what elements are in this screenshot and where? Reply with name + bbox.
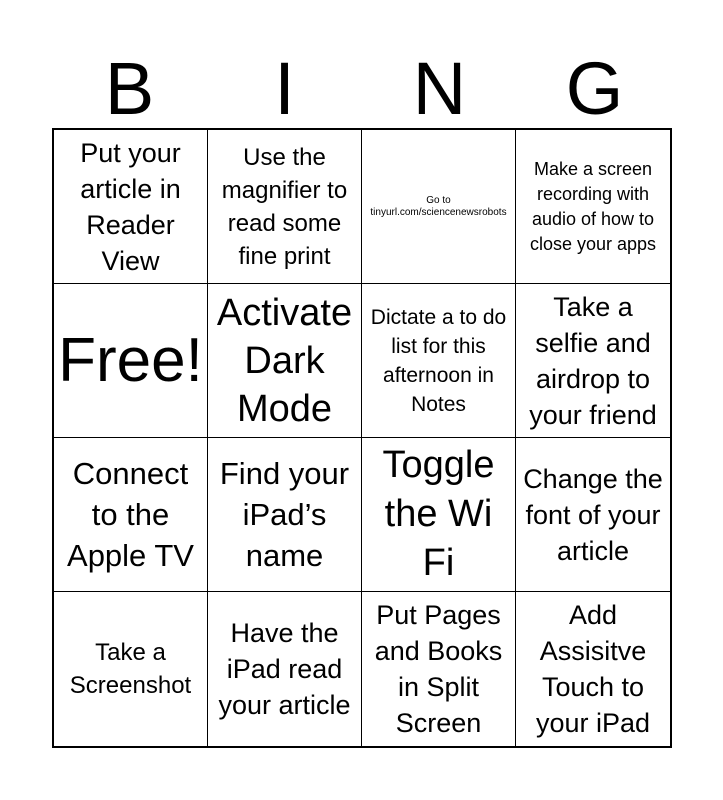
header-letter-i: I (274, 47, 295, 130)
header-letter-b: B (104, 47, 155, 130)
bingo-cell[interactable]: Use the magnifier to read some fine print (208, 130, 362, 284)
bingo-cell[interactable]: Find your iPad’s name (208, 438, 362, 592)
bingo-cell[interactable]: Put Pages and Books in Split Screen (362, 592, 516, 746)
header-letter-g: G (565, 47, 624, 130)
bingo-cell[interactable]: Add Assisitve Touch to your iPad (535, 600, 651, 738)
bingo-cell[interactable]: Dictate a to do list for this afternoon in Notes (362, 284, 516, 438)
bingo-cell[interactable]: Take a selfie and airdrop to your friend (516, 284, 670, 438)
bingo-cell[interactable]: Have the iPad read your article (208, 592, 362, 746)
header-letter-n: N (412, 47, 467, 130)
bingo-cell[interactable]: Take a Screenshot (54, 592, 208, 746)
bingo-cell[interactable]: Put your article in Reader View (54, 130, 208, 284)
bingo-cell[interactable]: Activate Dark Mode (208, 284, 362, 438)
bingo-cell-free[interactable]: Free! (54, 284, 208, 438)
bingo-header (52, 47, 672, 130)
bingo-cell[interactable]: Go to tinyurl.com/sciencenewsrobots (362, 130, 516, 284)
bingo-cell[interactable]: Connect to the Apple TV (54, 438, 208, 592)
bingo-card-grid (52, 128, 672, 748)
bingo-cell[interactable]: Toggle the Wi Fi (362, 438, 516, 592)
bingo-cell[interactable]: Change the font of your article (516, 438, 670, 592)
bingo-cell[interactable]: Make a screen recording with audio of how to close your apps (516, 130, 670, 284)
